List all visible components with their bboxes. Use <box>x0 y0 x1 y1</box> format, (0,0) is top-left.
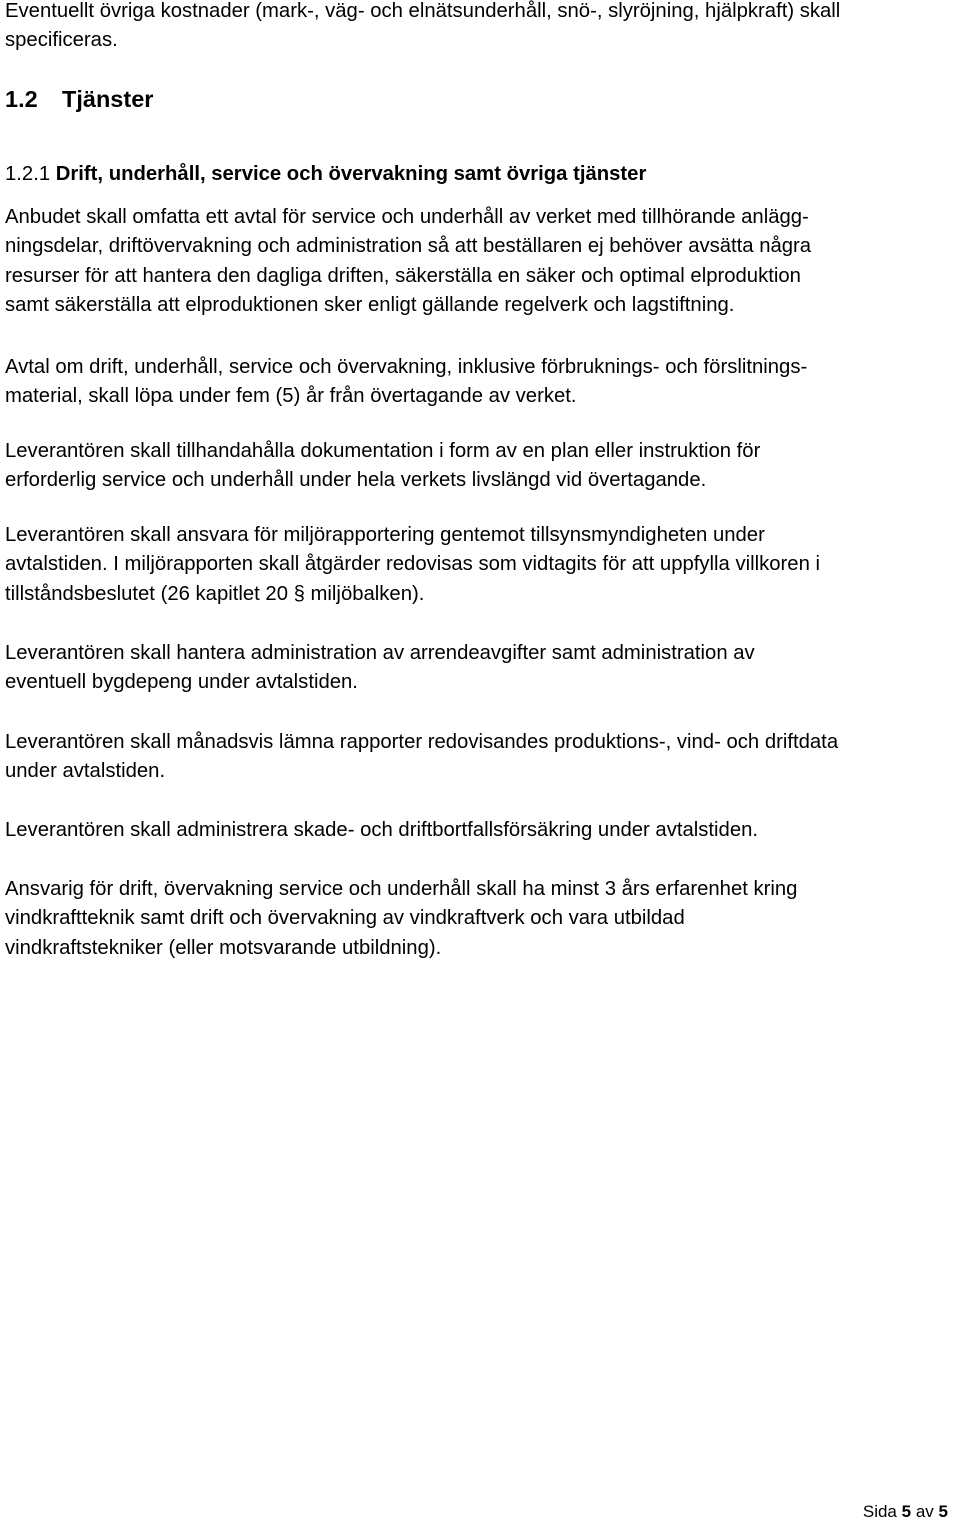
paragraph-agreement-term <box>5 353 955 412</box>
intro-line-2: specificeras. <box>5 29 118 52</box>
paragraph-line: material, skall löpa under fem (5) år från övertagande av verket. <box>5 385 577 408</box>
section-title: Tjänster <box>62 86 154 112</box>
paragraph-line: Leverantören skall hantera administration av arrendeavgifter samt administration av <box>5 642 755 664</box>
footer-of-word: av <box>915 1502 934 1521</box>
paragraph-line: vindkraftstekniker (eller motsvarande utbildning). <box>5 936 442 959</box>
paragraph-documentation <box>5 437 955 496</box>
paragraph-scope <box>5 203 955 321</box>
paragraph-line: Ansvarig för drift, övervakning service och underhåll skall ha minst 3 års erfarenhet kring <box>5 878 798 900</box>
paragraph-line: resurser för att hantera den dagliga driften, säkerställa en säker och optimal elproduktion <box>5 264 801 287</box>
subsection-title: Drift, underhåll, service och övervakning samt övriga tjänster <box>55 163 647 185</box>
page-footer <box>863 1500 948 1524</box>
paragraph-line: eventuell bygdepeng under avtalstiden. <box>5 671 358 694</box>
paragraph-line: under avtalstiden. <box>5 760 166 783</box>
intro-line-1: Eventuellt övriga kostnader (mark-, väg- och elnätsunderhåll, snö-, slyröjning, hjälpkraft) skall <box>5 0 841 22</box>
paragraph-line: Leverantören skall tillhandahålla dokumentation i form av en plan eller instruktion för <box>5 440 761 462</box>
paragraph-line: tillståndsbeslutet (26 kapitlet 20 § miljöbalken). <box>5 582 425 605</box>
paragraph-line: avtalstiden. I miljörapporten skall åtgärder redovisas som vidtagits för att uppfylla villkoren i <box>5 553 821 576</box>
paragraph-line: ningsdelar, driftövervakning och administration så att beställaren ej behöver avsätta några <box>5 235 812 258</box>
paragraph-responsible-qualifications <box>5 875 955 963</box>
footer-page-word: Sida <box>862 1502 897 1521</box>
paragraph-line: vindkraftteknik samt drift och övervakning av vindkraftverk och vara utbildad <box>5 907 685 930</box>
paragraph-environmental-reporting <box>5 521 955 609</box>
paragraph-line: Leverantören skall ansvara för miljörapportering gentemot tillsynsmyndigheten under <box>5 524 765 546</box>
paragraph-lease-administration <box>5 639 955 698</box>
paragraph-line: Leverantören skall administrera skade- och driftbortfallsförsäkring under avtalstiden. <box>5 819 759 841</box>
paragraph-line: Avtal om drift, underhåll, service och övervakning, inklusive förbruknings- och förslitnings- <box>5 356 808 378</box>
intro-paragraph <box>5 0 955 56</box>
paragraph-monthly-reports <box>5 728 955 787</box>
section-number: 1.2 <box>5 86 38 112</box>
paragraph-line: Leverantören skall månadsvis lämna rapporter redovisandes produktions-, vind- och driftdata <box>5 731 839 753</box>
subsection-number: 1.2.1 <box>5 163 51 185</box>
paragraph-line: erforderlig service och underhåll under hela verkets livslängd vid övertagande. <box>5 469 707 492</box>
footer-page-number: 5 <box>901 1502 912 1521</box>
subsection-heading <box>5 160 646 188</box>
paragraph-line: Anbudet skall omfatta ett avtal för service och underhåll av verket med tillhörande anlägg- <box>5 206 809 228</box>
paragraph-insurance <box>5 816 955 845</box>
footer-total-pages: 5 <box>938 1502 948 1521</box>
paragraph-line: samt säkerställa att elproduktionen sker enligt gällande regelverk och lagstiftning. <box>5 294 735 317</box>
section-heading <box>5 85 153 113</box>
